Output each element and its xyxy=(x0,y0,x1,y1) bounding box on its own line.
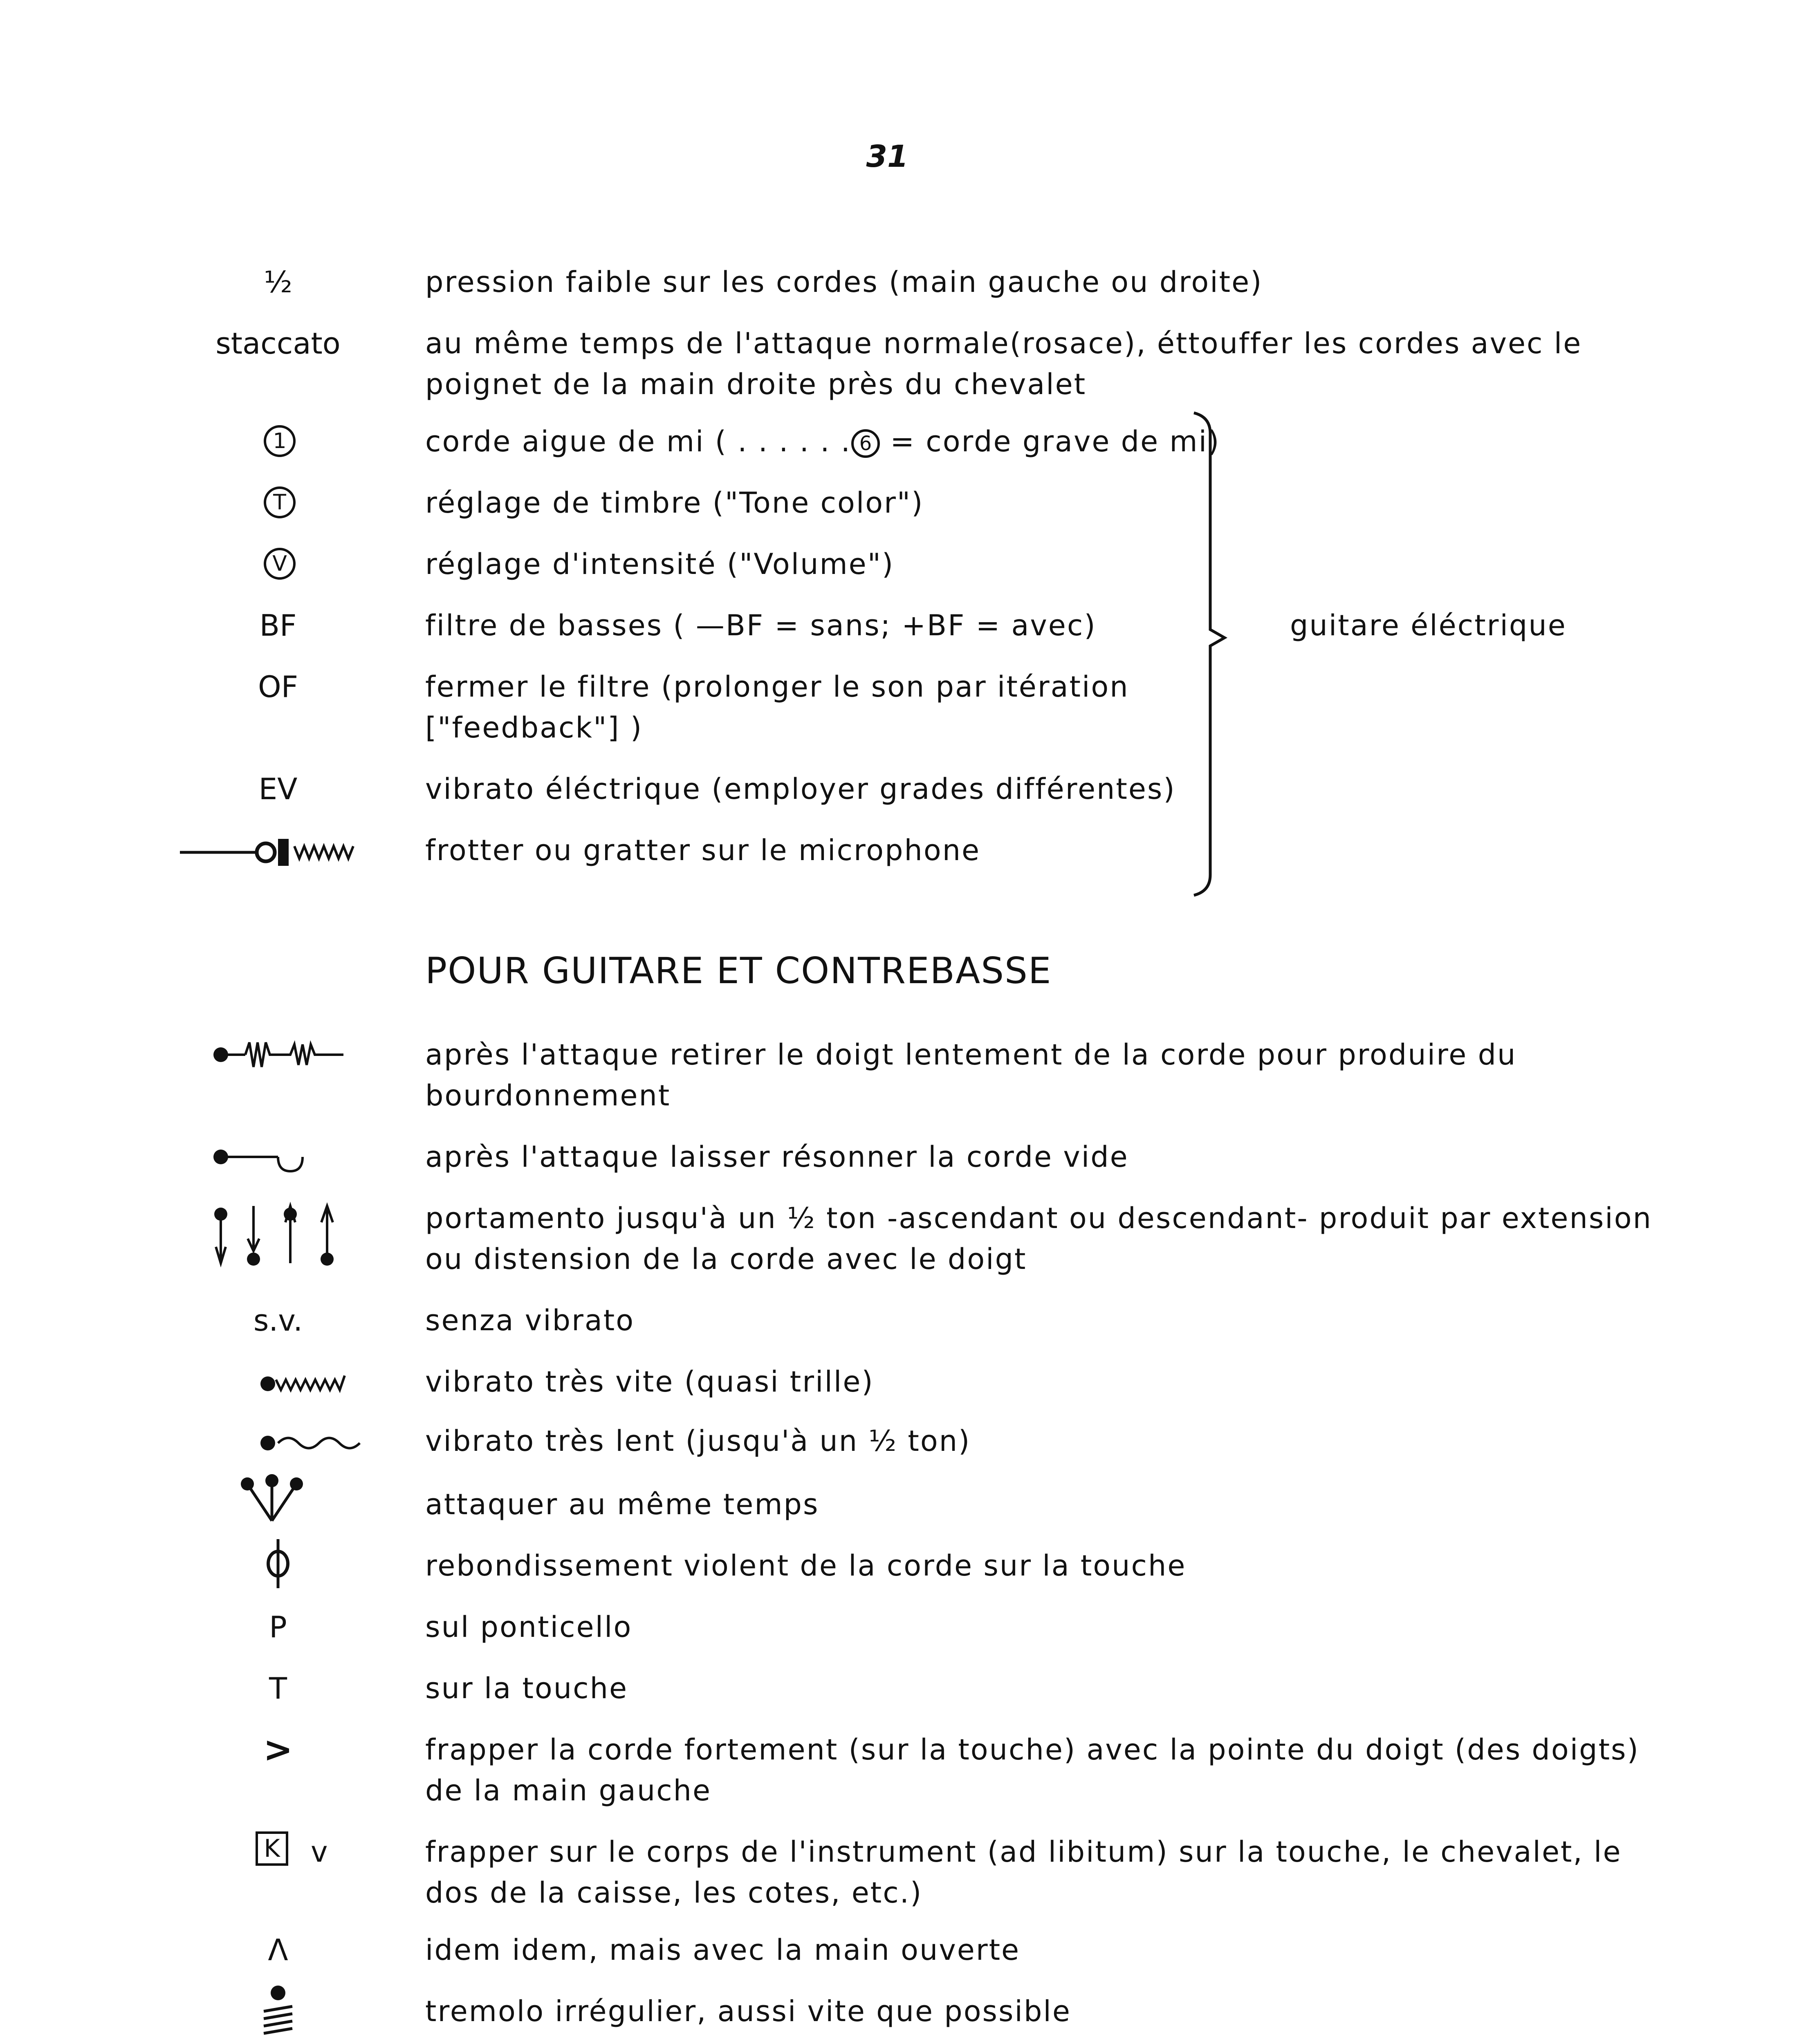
bf-symbol: BF xyxy=(259,608,297,643)
gb-desc-0b: bourdonnement xyxy=(425,1079,671,1112)
half-symbol: ½ xyxy=(264,265,292,299)
electric-desc-0b: = corde grave de mi) xyxy=(890,425,1220,458)
electric-desc-2: réglage d'intensité ("Volume") xyxy=(425,547,895,581)
gb-desc-10b: de la main gauche xyxy=(425,1774,712,1807)
electric-desc-0a: corde aigue de mi ( . . . . . . xyxy=(425,425,852,458)
buzz-icon xyxy=(209,1034,388,1075)
gb-desc-8: sul ponticello xyxy=(425,1610,633,1644)
rebound-icon xyxy=(262,1537,294,1590)
electric-desc-6: frotter ou gratter sur le microphone xyxy=(425,834,981,867)
gb-desc-11b: dos de la caisse, les cotes, etc.) xyxy=(425,1876,923,1910)
gb-desc-2b: ou distension de la corde avec le doigt xyxy=(425,1242,1027,1276)
microphone-scratch-icon xyxy=(180,830,376,875)
circled-v-icon: V xyxy=(264,548,296,580)
simultaneous-attack-icon xyxy=(235,1472,317,1533)
t-symbol: T xyxy=(269,1671,287,1706)
gb-desc-12: idem idem, mais avec la main ouverte xyxy=(425,1933,1021,1967)
open-hand-symbol: Λ xyxy=(268,1933,288,1967)
electric-desc-1: réglage de timbre ("Tone color") xyxy=(425,486,924,520)
gb-desc-0a: après l'attaque retirer le doigt lentement de la corde pour produire du xyxy=(425,1038,1517,1071)
gb-desc-4: vibrato très vite (quasi trille) xyxy=(425,1365,874,1399)
gb-desc-13: tremolo irrégulier, aussi vite que possible xyxy=(425,1995,1071,2028)
gb-desc-9: sur la touche xyxy=(425,1672,628,1705)
electric-desc-3: filtre de basses ( —BF = sans; +BF = avec) xyxy=(425,609,1097,642)
fast-vibrato-icon xyxy=(258,1361,380,1402)
sv-symbol: s.v. xyxy=(253,1303,303,1338)
gb-desc-1: après l'attaque laisser résonner la corde vide xyxy=(425,1140,1129,1174)
general-desc-0: pression faible sur les cordes (main gauche ou droite) xyxy=(425,265,1263,299)
electric-desc-4b: ["feedback"] ) xyxy=(425,711,643,744)
page-number: 31 xyxy=(866,139,908,174)
electric-desc-0 xyxy=(425,421,1220,462)
electric-desc-5: vibrato éléctrique (employer grades différentes) xyxy=(425,772,1176,806)
circled-6-icon: 6 xyxy=(851,429,880,458)
staccato-symbol: staccato xyxy=(215,326,341,361)
ev-symbol: EV xyxy=(258,772,298,806)
tremolo-icon xyxy=(258,1983,298,2036)
gb-desc-10a: frapper la corde fortement (sur la touche) avec la pointe du doigt (des doigts) xyxy=(425,1733,1640,1766)
accent-symbol: > xyxy=(263,1729,293,1770)
general-desc-1a: au même temps de l'attaque normale(rosace), éttouffer les cordes avec le xyxy=(425,327,1582,360)
electric-desc-4a: fermer le filtre (prolonger le son par itération xyxy=(425,670,1129,704)
circled-t-icon: T xyxy=(264,486,296,518)
electric-brace xyxy=(1178,409,1235,899)
let-ring-icon xyxy=(209,1136,348,1177)
gb-desc-2a: portamento jusqu'à un ½ ton -ascendant ou descendant- produit par extension xyxy=(425,1201,1652,1235)
slow-vibrato-icon xyxy=(258,1421,388,1461)
of-symbol: OF xyxy=(258,670,298,704)
v-symbol: v xyxy=(311,1835,329,1869)
gb-desc-11a: frapper sur le corps de l'instrument (ad libitum) sur la touche, le chevalet, le xyxy=(425,1835,1622,1869)
general-desc-1b: poignet de la main droite près du chevalet xyxy=(425,368,1087,401)
gb-desc-7: rebondissement violent de la corde sur la touche xyxy=(425,1549,1187,1582)
gb-desc-3: senza vibrato xyxy=(425,1304,635,1337)
gb-desc-6: attaquer au même temps xyxy=(425,1488,819,1521)
gb-desc-5: vibrato très lent (jusqu'à un ½ ton) xyxy=(425,1424,971,1458)
boxed-k-icon: K xyxy=(256,1831,288,1866)
circled-1-icon: 1 xyxy=(264,425,296,457)
portamento-arrows-icon xyxy=(209,1198,364,1271)
p-symbol: P xyxy=(269,1610,287,1644)
guitar-bass-heading: POUR GUITARE ET CONTREBASSE xyxy=(425,950,1052,992)
electric-bracket-label: guitare éléctrique xyxy=(1290,609,1567,642)
